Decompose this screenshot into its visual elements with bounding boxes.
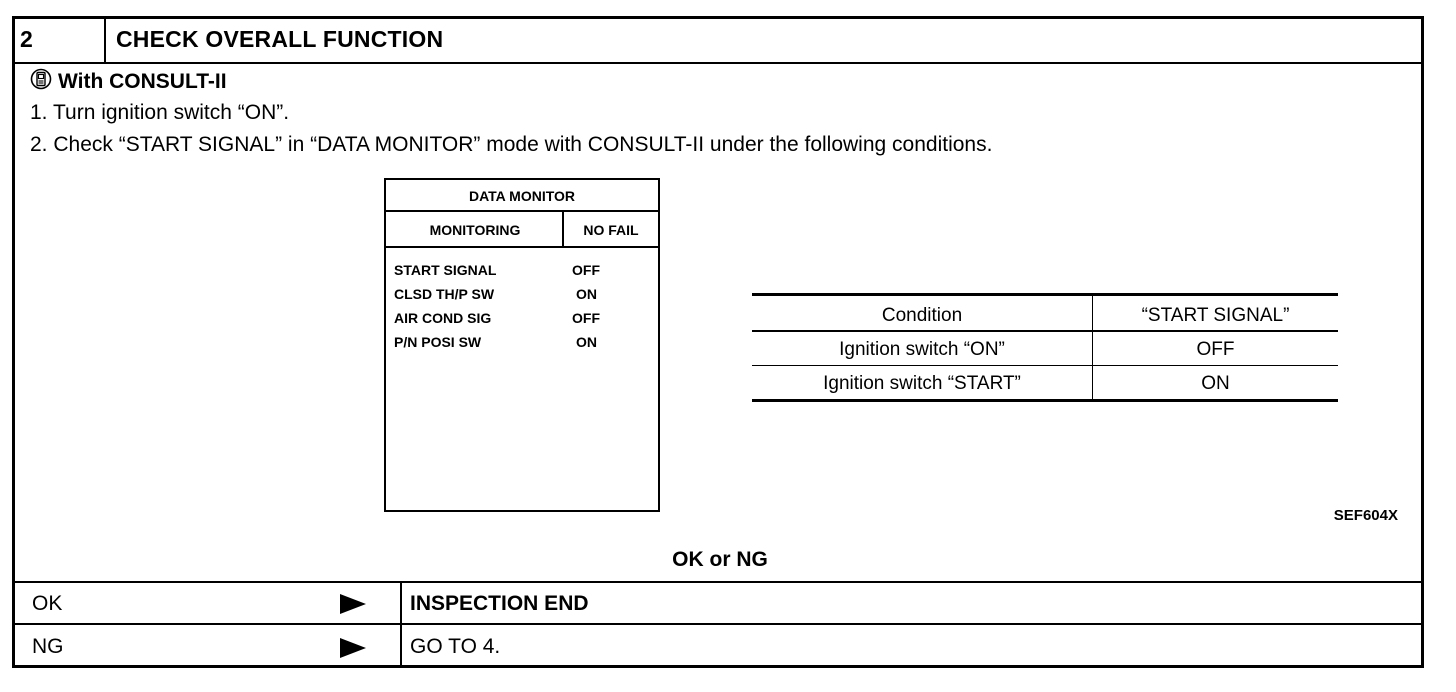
table-header-signal: “START SIGNAL” [1141,305,1290,326]
arrow-right-icon [340,638,366,658]
monitor-status-label: NO FAIL [583,222,639,238]
results-top-rule [12,581,1424,583]
monitor-value: OFF [572,310,600,326]
step-title: CHECK OVERALL FUNCTION [116,26,444,52]
table-bottom-rule [752,399,1338,402]
monitor-mode-label: MONITORING [429,222,521,238]
table-cell-condition: Ignition switch “ON” [839,339,1005,360]
header-divider [12,62,1424,64]
consult-tool-icon [30,68,52,96]
decision-label: OK or NG [672,548,768,571]
figure-code: SEF604X [1333,507,1398,524]
monitor-header-bottom [386,246,658,248]
monitor-item: CLSD TH/P SW [394,286,495,302]
result-ok-label: OK [32,592,63,615]
table-cell-condition: Ignition switch “START” [823,373,1021,394]
monitor-value: ON [576,334,597,350]
step-number: 2 [20,26,33,52]
consult-heading [30,68,227,96]
table-cell-signal: OFF [1196,339,1235,360]
table-row-rule [752,365,1338,366]
arrow-right-icon [340,594,366,614]
results-column-rule [400,581,402,667]
monitor-value: ON [576,286,597,302]
table-header-condition: Condition [881,305,963,326]
step-1-text: 1. Turn ignition switch “ON”. [30,101,290,124]
result-ng-action: GO TO 4. [410,635,501,658]
header-column-divider [104,16,106,63]
results-middle-rule [12,623,1424,625]
monitor-title: DATA MONITOR [468,188,576,204]
result-ok-action: INSPECTION END [410,592,589,615]
monitor-item: AIR COND SIG [394,310,492,326]
table-header-rule [752,330,1338,332]
monitor-value: OFF [572,262,600,278]
result-ng-label: NG [32,635,64,658]
data-monitor-screen [384,178,660,512]
monitor-item: P/N POSI SW [394,334,482,350]
table-top-rule [752,293,1338,296]
monitor-item: START SIGNAL [394,262,497,278]
monitor-title-divider [386,210,658,212]
consult-label: With CONSULT-II [58,70,227,93]
table-cell-signal: ON [1201,373,1230,394]
step-2-text: 2. Check “START SIGNAL” in “DATA MONITOR” mode with CONSULT-II under the following conditions. [30,133,993,156]
